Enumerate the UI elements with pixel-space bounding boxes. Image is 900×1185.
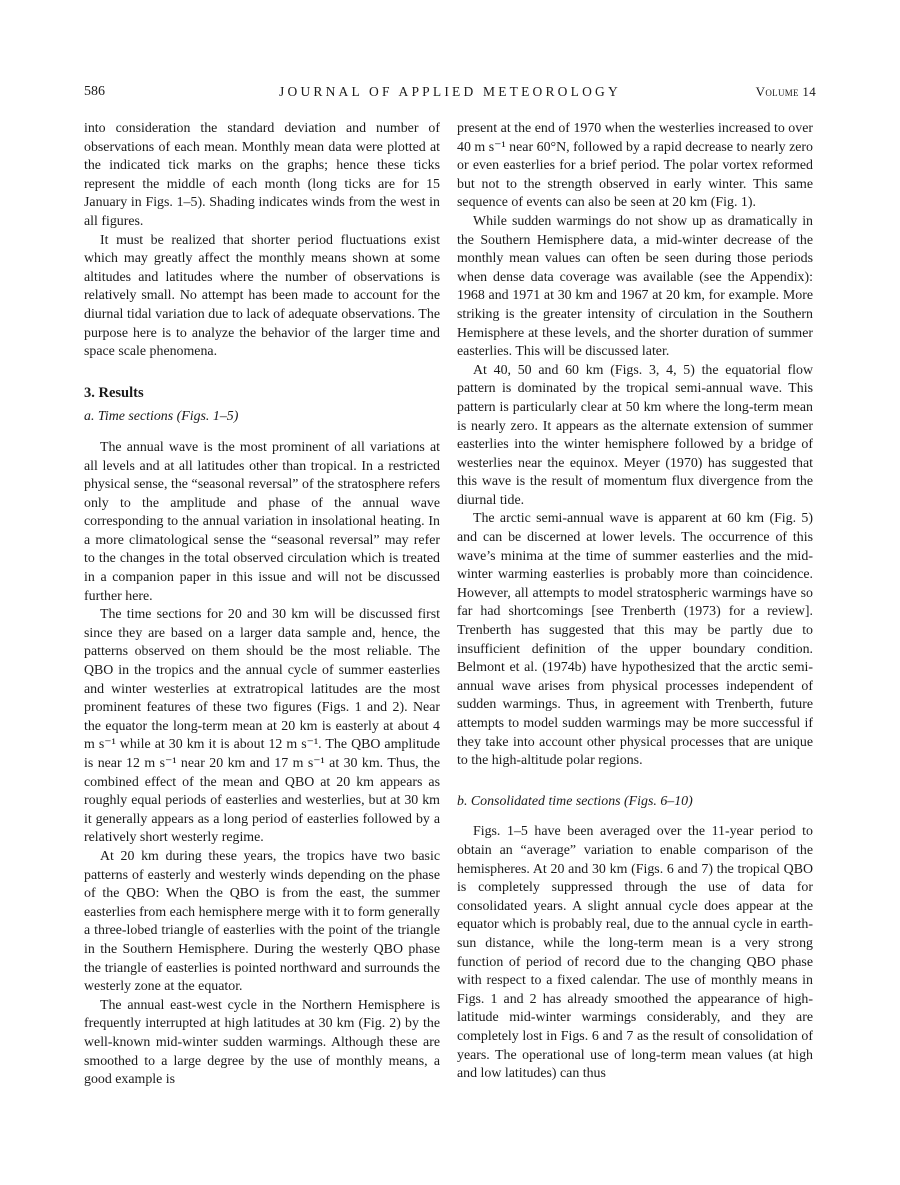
subsection-heading: a. Time sections (Figs. 1–5) (84, 409, 239, 425)
paragraph: It must be realized that shorter period fluctuations exist which may greatly affect the monthly means shown at some altitudes and latitudes where the number of observations is relatively small. No attempt has been made to account for the diurnal tidal variation due to lack of adequate observations. The purpose here is to analyze the behavior of the larger time and space scale phenomena. (84, 232, 440, 360)
subsection-heading: b. Consolidated time sections (Figs. 6–10) (457, 793, 693, 809)
journal-title: JOURNAL OF APPLIED METEOROLOGY (279, 84, 621, 99)
paragraph: into consideration the standard deviation and number of observations of each mean. Monthly mean data were plotted at the indicated tick marks on the graphs; hence these ticks represent the middle of each month (long ticks are for 15 January in Figs. 1–5). Shading indicates winds from the west in all figures. (84, 121, 440, 229)
paragraph: At 20 km during these years, the tropics have two basic patterns of easterly and westerly winds depending on the phase of the QBO: When the QBO is from the east, the summer easterlies from each hemisphere merge with it to form generally a three-lobed triangle of easterlies with the point of the triangle in the Southern Hemisphere. During the westerly QBO phase the triangle of easterlies is pointed northward and surrounds the westerly zone at the equator. (84, 848, 440, 995)
running-header (84, 84, 816, 104)
section-heading: 3. Results (84, 384, 144, 401)
volume-label: Volume 14 (755, 84, 816, 99)
paragraph: Figs. 1–5 have been averaged over the 11-year period to obtain an “average” variation to enable comparison of the hemispheres. At 20 and 30 km (Figs. 6 and 7) the tropical QBO is completely suppressed through the use of data for consolidated years. A slight annual cycle does appear at the equator which is probably real, due to the annual cycle in earth-sun distance, while the long-term mean is a very strong function of period of record due to the changing QBO phase with respect to a fixed calendar. The use of monthly means in Figs. 1 and 2 has already smoothed the appearance of high-latitude mid-winter warmings considerably, and they are completely lost in Figs. 6 and 7 as the result of consolidation of years. The operational use of long-term mean values (at high and low latitudes) can thus (457, 824, 813, 1082)
paragraph: present at the end of 1970 when the westerlies increased to over 40 m s⁻¹ near 60°N, followed by a rapid decrease to nearly zero or even easterlies for a brief period. The polar vortex reformed but not to the strength observed in early winter. This same sequence of events can also be seen at 20 km (Fig. 1). (457, 121, 813, 211)
left-column (84, 120, 440, 1090)
page-number: 586 (84, 84, 105, 99)
right-column (457, 120, 813, 1084)
paragraph: The arctic semi-annual wave is apparent at 60 km (Fig. 5) and can be discerned at lower levels. The occurrence of this wave’s minima at the time of summer easterlies and the mid-winter warming easterlies is probably more than coincidence. However, all attempts to model stratospheric warmings have so far had shortcomings [see Trenberth (1973) for a review]. Trenberth has suggested that this may be partly due to insufficient definition of the upper boundary condition. Belmont et al. (1974b) have hypothesized that the arctic semi-annual wave arises from physical processes independent of sudden warmings. Thus, in agreement with Trenberth, future attempts to model sudden warmings may be more successful if they take into account other physical processes that are unique to the high-altitude polar regions. (457, 511, 813, 769)
paragraph: While sudden warmings do not show up as dramatically in the Southern Hemisphere data, a mid-winter decrease of the monthly mean values can often be seen during those periods when dense data coverage was available (see the Appendix): 1968 and 1971 at 30 km and 1967 at 20 km, for example. More striking is the greater intensity of circulation in the Southern Hemisphere at these levels, and the shorter duration of summer easterlies. This will be discussed later. (457, 213, 813, 360)
paragraph: The time sections for 20 and 30 km will be discussed first since they are based on a larger data sample and, hence, the patterns observed on them should be the most reliable. The QBO in the tropics and the annual cycle of summer easterlies and winter westerlies at extratropical latitudes are the most prominent features of these two figures (Figs. 1 and 2). Near the equator the long-term mean at 20 km is easterly at about 4 m s⁻¹ while at 30 km it is about 12 m s⁻¹. The QBO amplitude is near 12 m s⁻¹ near 20 km and 17 m s⁻¹ at 30 km. Thus, the combined effect of the mean and QBO at 20 km appears as roughly equal periods of easterlies and westerlies, but at 30 km it generally appears as a long period of easterlies followed by a relatively short westerly regime. (84, 607, 440, 846)
paragraph: The annual east-west cycle in the Northern Hemisphere is frequently interrupted at high latitudes at 30 km (Fig. 2) by the well-known mid-winter sudden warmings. Although these are smoothed to a large degree by the use of monthly means, a good example is (84, 997, 440, 1088)
paragraph: At 40, 50 and 60 km (Figs. 3, 4, 5) the equatorial flow pattern is dominated by the tropical semi-annual wave. This pattern is particularly clear at 50 km where the long-term mean is nearly zero. It appears as the alternate extension of summer easterlies into the winter hemisphere followed by a bridge of westerlies near the equinox. Meyer (1970) has suggested that this wave is the result of momentum flux divergence from the diurnal tide. (457, 362, 813, 508)
paragraph: The annual wave is the most prominent of all variations at all levels and at all latitudes other than tropical. In a restricted physical sense, the “seasonal reversal” of the stratosphere refers only to the amplitude and phase of the annual wave corresponding to the annual variation in insolational heating. In a more climatological sense the “seasonal reversal” may refer to the changes in the total observed circulation which is treated in a companion paper in this issue and will not be discussed further here. (84, 439, 440, 604)
